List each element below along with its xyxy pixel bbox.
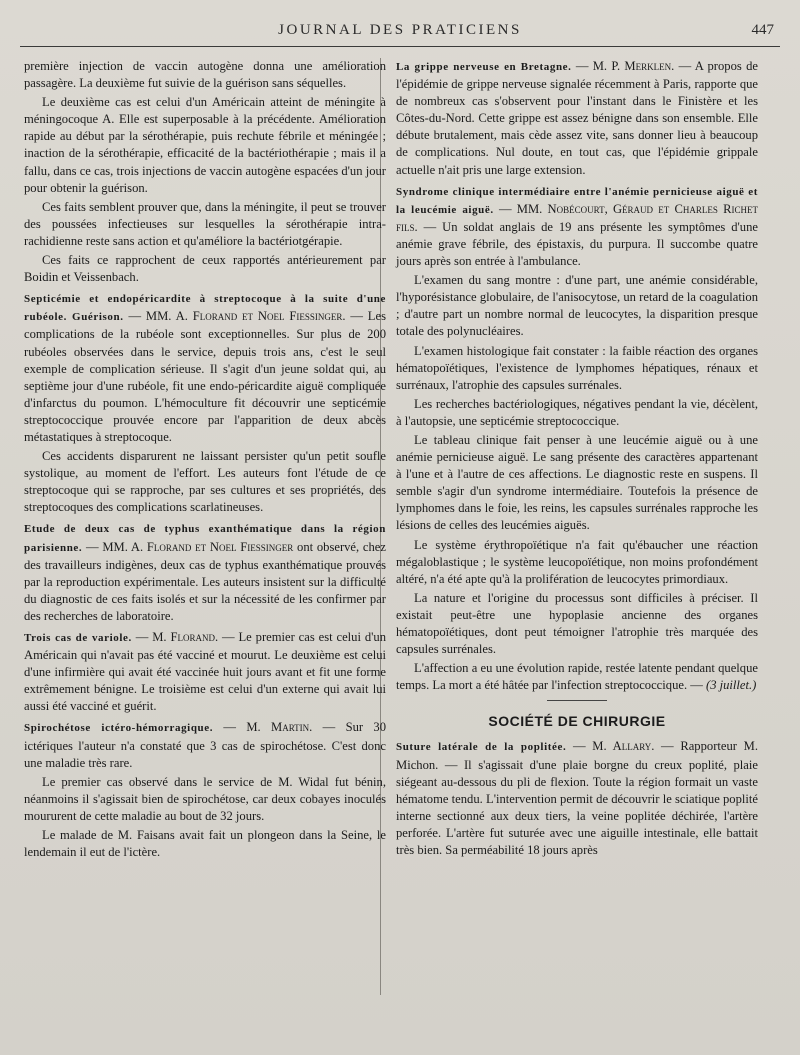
article-title: Septicémie et endopéricardite à streptocoque à la suite d'une rubéole. Guérison. bbox=[24, 293, 386, 324]
article-body: ont observé, chez des travailleurs indigènes, deux cas de typhus exanthématique prouvés par la reproduction expérimentale. Les auteurs insistent sur la difficulté du diagnostic de ces faits isolés et sur la nécessité de les confirmer par des recherches de laboratoire. bbox=[24, 539, 386, 623]
left-column bbox=[24, 58, 386, 863]
article-variole bbox=[24, 629, 386, 715]
article-authors: — MM. A. Florand et Noel Fiessinger. bbox=[128, 309, 346, 324]
article-authors: — MM. A. Florand et Noel Fiessinger bbox=[86, 539, 294, 554]
journal-title: JOURNAL DES PRATICIENS bbox=[278, 22, 522, 38]
article-grippe bbox=[396, 58, 758, 179]
article-body: — Un soldat anglais de 19 ans présente les symptômes d'une anémie grave fébrile, des épistaxis, du purpura. Il succombe quatre jours après son entrée à l'ambulance. bbox=[396, 219, 758, 269]
article-body: — A propos de l'épidémie de grippe nerveuse signalée récemment à Paris, rapporte que de nombreux cas s'observent pour l'instant dans le Finistère et les Côtes-du-Nord. Cette grippe est assez bénigne dans son ensemble. Elle débute brutalement, mais cède assez vite, sans donner lieu à beaucoup de complications. Nul doute, en tout cas, que l'épidémie grippale actuelle n'ait pris une large extension. bbox=[396, 59, 758, 177]
article-title: Trois cas de variole. bbox=[24, 632, 132, 644]
running-header bbox=[20, 22, 780, 47]
article-title: Spirochétose ictéro-hémorragique. bbox=[24, 722, 214, 735]
article-spirochetose bbox=[24, 719, 386, 771]
paragraph: Le tableau clinique fait penser à une leucémie aiguë ou à une anémie pernicieuse aiguë. Le sang présente des caractères appartenant à l'une et à l'autre de ces affections. Le diagnostic reste en suspens. Il semble s'agir d'un syndrome intermédiaire. Toutefois la présence de lymphomes dans le foie, les reins, les capsules surrénales rapproche les lésions de celles des leucémies aiguës. bbox=[396, 432, 758, 533]
article-body: — Il s'agissait d'une plaie borgne du creux poplité, plaie siégeant au-dessous du pli de flexion. Toute la région formait un vaste hématome tendu. L'intervention permit de découvrir le sciatique poplité interne sectionné aux deux tiers, la veine poplitée déchirée, l'artère perforée. L'artère fut suturée avec une aiguille intestinale, elle battait très bien. Sa perméabilité 18 jours après bbox=[396, 757, 758, 858]
paragraph bbox=[396, 660, 758, 694]
article-authors: — MM. Nobécourt, Géraud et Charles Richet fils. bbox=[396, 201, 758, 234]
paragraph: Le premier cas observé dans le service de M. Widal fut bénin, néanmoins il s'agissait bien de spirochétose, car deux cobayes inoculés moururent de cette maladie au bout de 32 jours. bbox=[24, 774, 386, 823]
page-number: 447 bbox=[751, 22, 774, 38]
paragraph: Les recherches bactériologiques, négatives pendant la vie, décèlent, à l'autopsie, une septicémie streptococcique. bbox=[396, 396, 758, 428]
article-typhus bbox=[24, 520, 386, 625]
section-title: SOCIÉTÉ DE CHIRURGIE bbox=[488, 713, 666, 730]
session-date: (3 juillet.) bbox=[706, 678, 757, 693]
paragraph: Ces faits semblent prouver que, dans la méningite, il peut se trouver des poussées infectieuses sur lesquelles la sérothérapie intra-rachidienne reste sans action et qu'améliore la bactériotgérapie. bbox=[24, 199, 386, 248]
article-syndrome bbox=[396, 183, 758, 270]
section-rule bbox=[547, 700, 607, 701]
article-suture bbox=[396, 738, 758, 859]
article-title: Suture latérale de la poplitée. bbox=[396, 741, 567, 754]
article-body: — Sur 30 ictériques l'auteur n'a constaté que 3 cas de spirochétose. C'est donc une maladie très rare. bbox=[24, 720, 386, 770]
article-authors: — M. Martin. bbox=[223, 720, 313, 735]
paragraph: Le malade de M. Faisans avait fait un plongeon dans la Seine, le lendemain il eut de l'ictère. bbox=[24, 828, 386, 860]
right-column bbox=[396, 58, 758, 861]
article-authors: — M. P. Merklen. bbox=[575, 59, 675, 73]
article-title: Syndrome clinique intermédiaire entre l'anémie pernicieuse aiguë et la leucémie aiguë. bbox=[396, 185, 758, 216]
article-septicemie bbox=[24, 290, 386, 446]
article-authors: — M. Allary. bbox=[573, 739, 655, 754]
paragraph: La nature et l'origine du processus sont difficiles à préciser. Il existait peut-être une hypoplasie ancienne des organes hématopoïétiques, dont peut témoigner l'atrophie très marquée des capsules surrénales. bbox=[396, 590, 758, 657]
paragraph-text: L'affection a eu une évolution rapide, restée latente pendant quelque temps. La mort a été hâtée par l'infection streptococcique. — bbox=[396, 661, 758, 693]
article-body: — Le premier cas est celui d'un Américain qui n'avait pas été vacciné et mourut. Le deuxième est celui d'une infirmière qui avait été vaccinée huit jours avant et fit une forme extrêmement bénigne. Le troisième est celui d'un externe qui avait lui aussi été vacciné et guérit. bbox=[24, 630, 387, 714]
paragraph: Le deuxième cas est celui d'un Américain atteint de méningite à méningocoque A. Elle est superposable à la précédente. Amélioration rapide au début par la sérothérapie, puis rechute fébrile et méningée ; inaction de la sérothérapie, efficacité de la bactériothérapie ; mais il a fallu, dans ce cas, trois injections de vaccin autogène espacées d'un jour pour obtenir la guérison. bbox=[24, 95, 386, 195]
paragraph: L'examen histologique fait constater : la faible réaction des organes hématopoïétiques, l'existence de lymphomes hépatiques, rénaux et surrénaux, l'atrophie des capsules surrénales. bbox=[396, 343, 758, 392]
article-title: Etude de deux cas de typhus exanthématique dans la région parisienne. bbox=[24, 523, 386, 554]
paragraph: Ces faits ce rapprochent de ceux rapportés antérieurement par Boidin et Veissenbach. bbox=[24, 253, 386, 285]
paragraph: Ces accidents disparurent ne laissant persister qu'un petit soufle systolique, au moment de l'effort. Les auteurs font l'étude de ce streptocoque qui se rapproche, par ses cultures et ses propriétés, des streptocoques des complications scarlatineuses. bbox=[24, 449, 386, 515]
paragraph: L'examen du sang montre : d'une part, une anémie considérable, l'hyporésistance globulaire, de l'anisocytose, un retard de la coagulation ; d'autre part un nombre normal de leucocytes, la disparition presque totale des polynucléaires. bbox=[396, 273, 758, 339]
article-authors: — M. Florand. bbox=[135, 630, 219, 644]
article-body: — Les complications de la rubéole sont exceptionnelles. Sur plus de 200 rubéoles observées dans le service, depuis trois ans, c'est le seul exemple de complication sérieuse. Il s'agit d'un jeune soldat qui, au septième jour d'une rubéole, fit une endo-péricardite aiguë compliquée d'infarctus du poumon. L'hémoculture fit découvrir une septicémie streptococcique prouvée encore par l'apparition de deux abcès métastatiques à streptocoque. bbox=[24, 309, 386, 444]
paragraph: Le système érythropoïétique n'a fait qu'ébaucher une réaction mégaloblastique ; le système leucopoïétique, non moins profondément altéré, n'a été apte qu'à la prolifération de leucocytes primordiaux. bbox=[396, 537, 758, 586]
paragraph: première injection de vaccin autogène donna une amélioration passagère. La deuxième fut suivie de la guérison sans séquelles. bbox=[24, 59, 386, 91]
article-title: La grippe nerveuse en Bretagne. bbox=[396, 61, 572, 73]
article-reporter: — Rapporteur M. Michon. bbox=[396, 739, 758, 772]
